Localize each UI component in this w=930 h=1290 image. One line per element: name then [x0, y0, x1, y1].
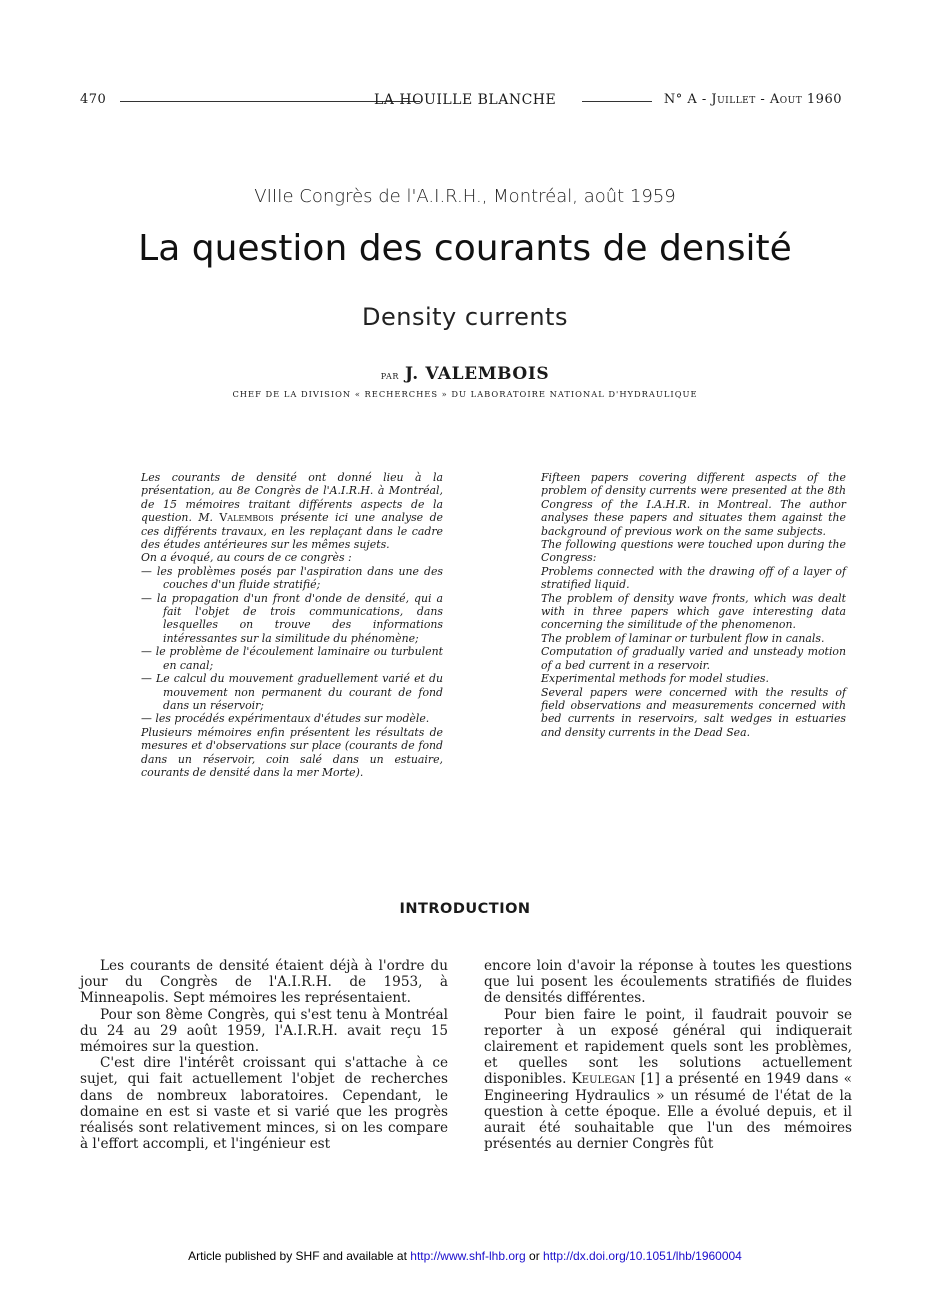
- header-rule-right: [582, 101, 652, 102]
- journal-name: LA HOUILLE BLANCHE: [374, 92, 557, 108]
- cited-author: Keulegan: [571, 1071, 636, 1088]
- author-affiliation: CHEF DE LA DIVISION « RECHERCHES » DU LABORATOIRE NATIONAL D'HYDRAULIQUE: [232, 389, 698, 399]
- abstract-fr-list-item: — le problème de l'écoulement laminaire ou turbulent en canal;: [141, 645, 443, 672]
- abstract-en-paragraph: Computation of gradually varied and unsteady motion of a bed current in a reservoir.: [541, 645, 846, 672]
- abstract-en-paragraph: Experimental methods for model studies.: [541, 672, 769, 686]
- body-paragraph: encore loin d'avoir la réponse à toutes les questions que lui posent les écoulements stratifiés de fluides de densités différentes.: [484, 958, 852, 1007]
- abstract-fr-paragraph: On a évoqué, au cours de ce congrès :: [141, 551, 352, 565]
- abstract-en-paragraph: Several papers were concerned with the results of field observations and measurements concerned with bed currents in reservoirs, salt wedges in estuaries and density currents in the Dead Sea.: [541, 685, 846, 739]
- footer-text: Article published by SHF and available at: [188, 1249, 407, 1263]
- abstract-french: [141, 471, 443, 779]
- section-heading-introduction: INTRODUCTION: [399, 901, 531, 917]
- abstract-en-paragraph: Problems connected with the drawing off of a layer of stratified liquid.: [541, 564, 846, 592]
- doi-link[interactable]: http://dx.doi.org/10.1051/lhb/1960004: [543, 1249, 742, 1263]
- abstract-en-paragraph: The problem of laminar or turbulent flow in canals.: [541, 631, 825, 645]
- abstract-english: [541, 471, 846, 739]
- abstract-en-paragraph: The problem of density wave fronts, which was dealt with in three papers which gave interesting data concerning the similitude of the phenomenon.: [541, 591, 846, 632]
- author-name: J. VALEMBOIS: [404, 364, 550, 384]
- abstract-fr-text: présente ici une analyse de ces différents travaux, en les replaçant dans le cadre des études antérieures sur les mêmes sujets.: [141, 511, 443, 552]
- abstract-fr-list-item: — Le calcul du mouvement graduellement varié et du mouvement non permanent du courant de fond dans un réservoir;: [141, 672, 443, 712]
- body-paragraph: Pour son 8ème Congrès, qui s'est tenu à Montréal du 24 au 29 août 1959, l'A.I.R.H. avait reçu 15 mémoires sur la question.: [80, 1006, 448, 1056]
- publisher-footer: [0, 1249, 930, 1263]
- body-paragraph: [484, 1007, 852, 1153]
- abstract-fr-text: Les courants de densité ont donné lieu à la présentation, au 8e Congrès de l'A.I.R.H. à Montréal, de 15 mémoires traitant différents aspects de la question. M.: [141, 471, 443, 525]
- abstract-fr-list-item: — la propagation d'un front d'onde de densité, qui a fait l'objet de trois communications, dans lesquelles on trouve des informations intéressantes sur la similitude du phénomène;: [141, 591, 443, 645]
- running-header: [80, 92, 842, 110]
- article-title: La question des courants de densité: [138, 228, 792, 269]
- body-column-left: [80, 958, 448, 1152]
- abstract-fr-list-item: — les problèmes posés par l'aspiration dans une des couches d'un fluide stratifié;: [141, 564, 443, 592]
- author-prefix: par: [380, 368, 399, 382]
- body-paragraph: C'est dire l'intérêt croissant qui s'attache à ce sujet, qui fait actuellement l'objet de recherches dans de nombreux laboratoires. Cependant, le domaine en est si vaste et si varié que les progrès réalisés sont relativement minces, si on les compare à l'effort accompli, et l'ingénieur est: [80, 1055, 448, 1153]
- body-paragraph: Les courants de densité étaient déjà à l'ordre du jour du Congrès de l'A.I.R.H. de 1953, à Minneapolis. Sept mémoires les représentaient.: [80, 958, 448, 1007]
- journal-website-link[interactable]: http://www.shf-lhb.org: [410, 1249, 526, 1263]
- footer-or: or: [529, 1249, 540, 1263]
- abstract-en-paragraph: Fifteen papers covering different aspects of the problem of density currents were presented at the 8th Congress of the I.A.H.R. in Montreal. The author analyses these papers and situates them against the background of previous work on the same subjects.: [541, 471, 846, 538]
- page-number: 470: [80, 92, 107, 107]
- body-column-right: [484, 958, 852, 1152]
- body-text: [1] a présenté en 1949 dans « Engineering Hydraulics » un résumé de l'état de la question à cette époque. Elle a évolué depuis, et il aurait été souhaitable que l'un des mémoires présentés au dernier Congrès fût: [484, 1071, 853, 1153]
- abstract-fr-list-item: — les procédés expérimentaux d'études sur modèle.: [141, 712, 430, 726]
- article-subtitle: Density currents: [362, 303, 568, 331]
- abstract-fr-paragraph: [141, 471, 443, 551]
- issue-info: N° A - Juillet - Aout 1960: [663, 92, 842, 107]
- author-line: [0, 364, 930, 384]
- congress-line: VIIIe Congrès de l'A.I.R.H., Montréal, août 1959: [254, 186, 676, 207]
- author-surname: Valembois: [219, 511, 274, 525]
- body-text: Pour bien faire le point, il faudrait pouvoir se reporter à un exposé général qui indiquerait clairement et rapidement quels sont les problèmes, et quelles sont les solutions actuellement disponibles.: [484, 1006, 852, 1088]
- abstract-en-paragraph: The following questions were touched upon during the Congress:: [541, 538, 846, 565]
- abstract-fr-paragraph: Plusieurs mémoires enfin présentent les résultats de mesures et d'observations sur place (courants de fond dans un réservoir, coin salé dans un estuaire, courants de densité dans la mer Morte).: [141, 725, 443, 779]
